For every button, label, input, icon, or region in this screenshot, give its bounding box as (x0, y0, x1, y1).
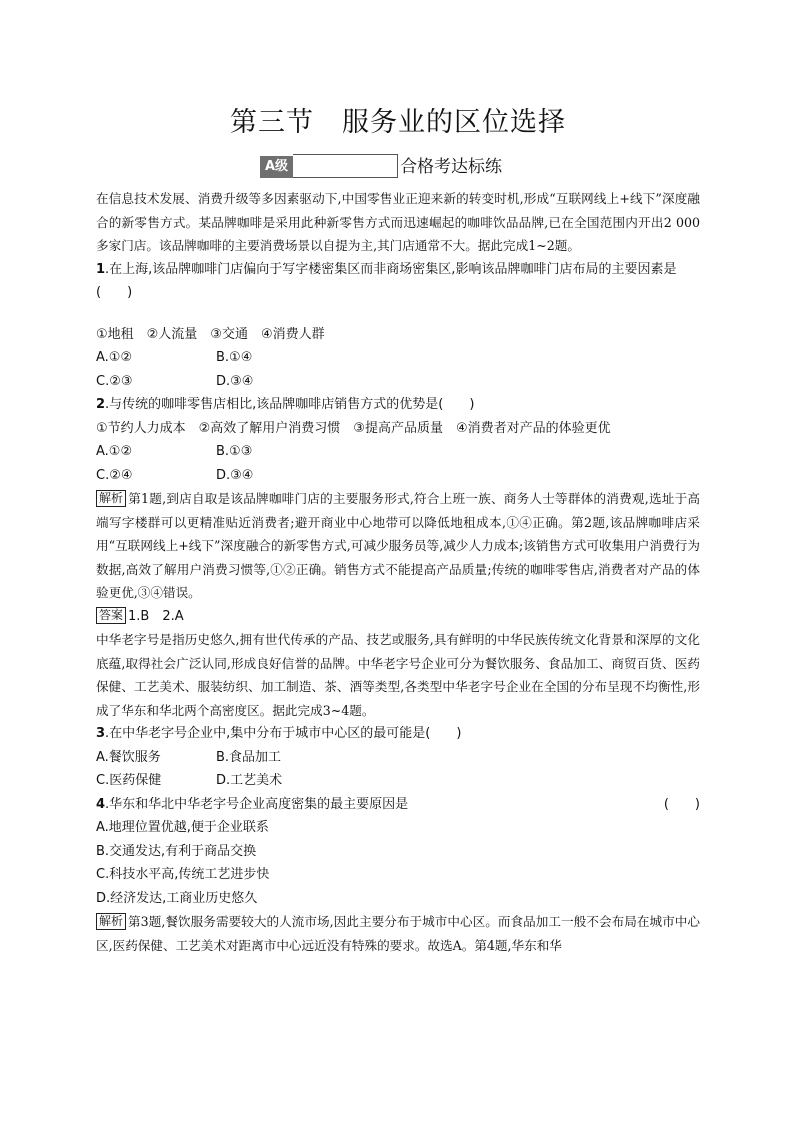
level-blank-box (293, 154, 398, 178)
option: C.②③ (96, 373, 133, 389)
passage-2: 中华老字号是指历史悠久,拥有世代传承的产品、技艺或服务,具有鲜明的中华民族传统文化背景和深厚的文化底蕴,取得社会广泛认同,形成良好信誉的品牌。中华老字号企业可分为餐饮服务、食品加工、商贸百货、医药保健、工艺美术、服装纺织、加工制造、茶、酒等类型,各类型中华老字号企业在全国的分布呈现不均衡性,形成了华东和华北两个高密度区。据此完成3~4题。 (96, 632, 700, 718)
question-1-items: ①地租 ②人流量 ③交通 ④消费人群 (96, 326, 325, 342)
option: D.工艺美术 (216, 773, 283, 788)
question-3-options-row-2 (96, 769, 700, 793)
level-header (260, 152, 502, 178)
answer-1-text: 1.B 2.A (128, 608, 184, 624)
question-2-number: 2 (96, 397, 106, 412)
option: C.科技水平高,传统工艺进步快 (96, 867, 270, 882)
question-4-text: .华东和华北中华老字号企业高度密集的最主要原因是 (105, 796, 409, 812)
question-1-text: .在上海,该品牌咖啡门店偏向于写字楼密集区而非商场密集区,影响该品牌咖啡门店布局的主要因素是( ) (96, 261, 677, 300)
analysis-1-text: 第1题,到店自取是该品牌咖啡门店的主要服务形式,符合上班一族、商务人士等群体的消费观,选址于高端写字楼群可以更精准贴近消费者;避开商业中心地带可以降低地租成本,①④正确。第2题,该品牌咖啡店采用“互联网线上+线下”深度融合的新零售方式,可减少服务员等,减少人力成本;该销售方式可收集用户消费行为数据,高效了解用户消费习惯等,①②正确。销售方式不能提高产品质量;传统的咖啡零售店,消费者对产品的体验更优,③④错误。 (96, 491, 700, 600)
option: B.①③ (216, 444, 253, 459)
question-1 (96, 258, 700, 305)
option: D.③④ (216, 373, 254, 389)
option: A.①② (96, 350, 133, 365)
option: D.③④ (216, 467, 254, 483)
question-2 (96, 393, 700, 417)
analysis-1 (96, 487, 700, 605)
answer-tag: 答案 (96, 607, 126, 624)
option: B.交通发达,有利于商品交换 (96, 843, 257, 859)
option: C.医药保健 (96, 773, 162, 788)
question-2-text: .与传统的咖啡零售店相比,该品牌咖啡店销售方式的优势是( ) (105, 397, 475, 412)
question-2-options-row-1 (96, 440, 700, 464)
question-4 (96, 793, 700, 817)
question-1-options-row-1 (96, 346, 700, 370)
question-2-options-row-2 (96, 464, 700, 488)
option: A.①② (96, 444, 133, 459)
option: B.①④ (216, 350, 253, 365)
analysis-tag: 解析 (96, 913, 126, 930)
question-1-number: 1 (96, 261, 106, 277)
level-badge: A级 (260, 156, 293, 178)
question-4-number: 4 (96, 796, 106, 812)
option: C.②④ (96, 467, 133, 483)
question-3 (96, 722, 700, 746)
answer-parentheses: ( ) (663, 796, 700, 812)
answer-1 (96, 605, 700, 629)
option: A.地理位置优越,便于企业联系 (96, 820, 269, 835)
option: D.经济发达,工商业历史悠久 (96, 890, 258, 906)
question-3-number: 3 (96, 726, 106, 741)
analysis-2 (96, 910, 700, 957)
page-title: 第三节 服务业的区位选择 (230, 107, 566, 138)
level-label: 合格考达标练 (400, 157, 503, 177)
question-1-options-row-2 (96, 370, 700, 394)
analysis-2-text: 第3题,餐饮服务需要较大的人流市场,因此主要分布于城市中心区。而食品加工一般不会布局在城市中心区,医药保健、工艺美术对距离市中心远近没有特殊的要求。故选A。第4题,华东和华 (96, 914, 700, 953)
question-3-options-row-1 (96, 746, 700, 770)
option: B.食品加工 (216, 749, 282, 765)
question-2-items: ①节约人力成本 ②高效了解用户消费习惯 ③提高产品质量 ④消费者对产品的体验更优 (96, 420, 611, 436)
content (96, 187, 700, 957)
option: A.餐饮服务 (96, 749, 161, 765)
analysis-tag: 解析 (96, 490, 126, 507)
question-3-text: .在中华老字号企业中,集中分布于城市中心区的最可能是( ) (105, 726, 462, 741)
passage-1: 在信息技术发展、消费升级等多因素驱动下,中国零售业正迎来新的转变时机,形成“互联网线上+线下”深度融合的新零售方式。某品牌咖啡是采用此种新零售方式而迅速崛起的咖啡饮品品牌,已在全国范围内开出2 000多家门店。该品牌咖啡的主要消费场景以自提为主,其门店通常不大。据此完成1~2题。 (96, 191, 700, 253)
